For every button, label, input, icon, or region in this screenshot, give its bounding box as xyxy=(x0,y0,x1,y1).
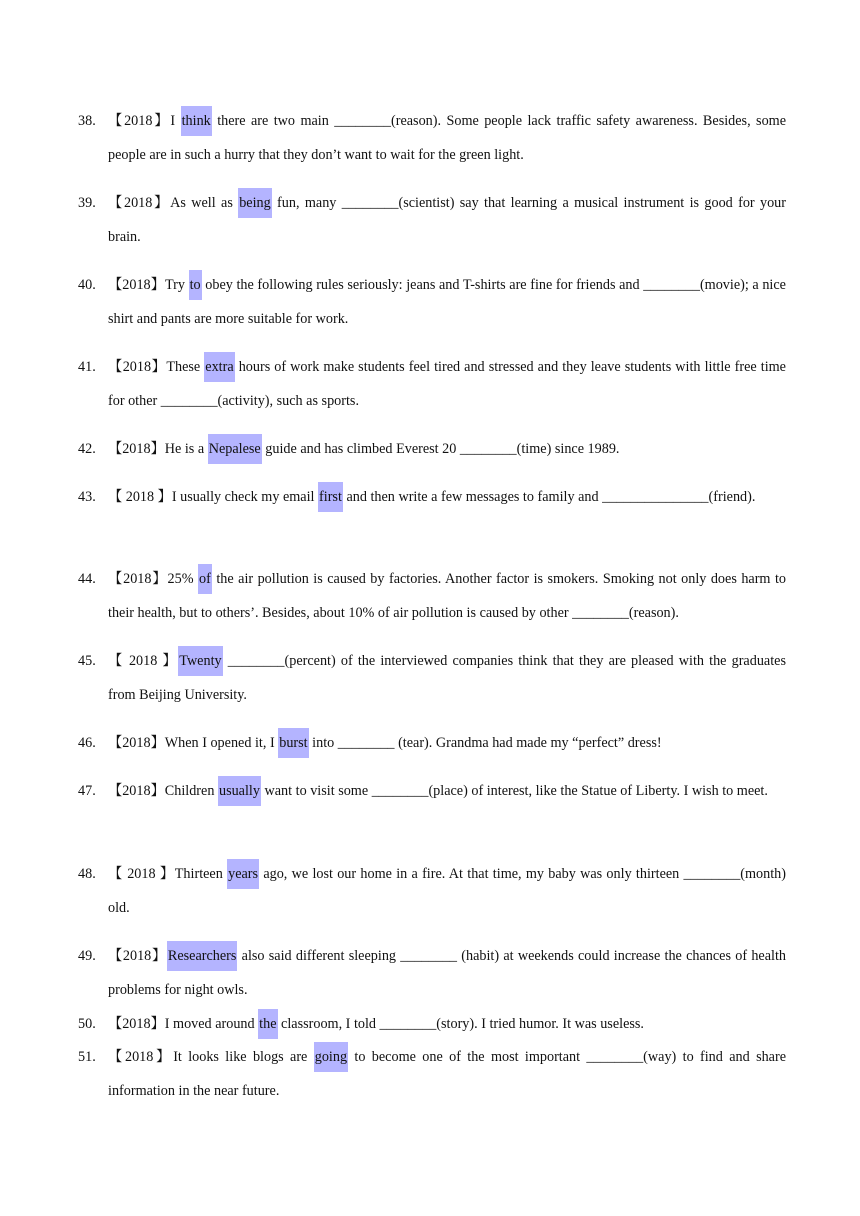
question-number: 41. xyxy=(78,359,96,375)
question-39 xyxy=(78,186,786,254)
question-text xyxy=(108,857,786,925)
highlighted-word: the xyxy=(258,1009,277,1039)
question-number: 48. xyxy=(78,866,96,882)
question-45 xyxy=(78,644,786,712)
question-text xyxy=(108,644,786,712)
highlighted-word: Researchers xyxy=(167,941,238,971)
year-tag: 【2018】 xyxy=(108,277,165,293)
question-number: 45. xyxy=(78,653,96,669)
question-number: 40. xyxy=(78,277,96,293)
text-before: Thirteen xyxy=(174,866,228,882)
text-before: When I opened it, I xyxy=(164,735,279,751)
highlighted-word: burst xyxy=(278,728,308,758)
year-tag: 【2018】 xyxy=(108,783,165,799)
text-after: to become one of the most important ________(way) to find and share information in the near future. xyxy=(108,1049,786,1099)
question-text xyxy=(108,432,786,466)
text-before: It looks like blogs are xyxy=(173,1049,314,1065)
text-after: obey the following rules seriously: jeans and T-shirts are fine for friends and ________(movie); a nice shirt and pants are more suitable for work. xyxy=(108,277,786,327)
year-tag: 【2018】 xyxy=(108,735,165,751)
text-after: guide and has climbed Everest 20 ________(time) since 1989. xyxy=(261,441,620,457)
text-after: into ________ (tear). Grandma had made my “perfect” dress! xyxy=(308,735,662,751)
highlighted-word: going xyxy=(314,1042,348,1072)
question-49 xyxy=(78,939,786,1007)
question-47 xyxy=(78,774,786,808)
text-before: As well as xyxy=(170,195,239,211)
question-number: 39. xyxy=(78,195,96,211)
question-text xyxy=(108,1040,786,1108)
question-number: 49. xyxy=(78,948,96,964)
year-tag: 【 2018 】 xyxy=(108,653,179,669)
question-46 xyxy=(78,726,786,760)
highlighted-word: being xyxy=(238,188,272,218)
question-number: 38. xyxy=(78,113,96,129)
text-after: classroom, I told ________(story). I tried humor. It was useless. xyxy=(277,1016,644,1032)
highlighted-word: Twenty xyxy=(178,646,222,676)
question-40 xyxy=(78,268,786,336)
text-after: also said different sleeping ________ (habit) at weekends could increase the chances of health problems for night owls. xyxy=(108,948,786,998)
highlighted-word: first xyxy=(318,482,343,512)
question-48 xyxy=(78,857,786,925)
text-after: hours of work make students feel tired and stressed and they leave students with little free time for other ________(activity), such as sports. xyxy=(108,359,786,409)
highlighted-word: Nepalese xyxy=(208,434,262,464)
highlighted-word: to xyxy=(189,270,202,300)
year-tag: 【2018】 xyxy=(108,1049,174,1065)
text-after: and then write a few messages to family and _______________(friend). xyxy=(342,489,756,505)
highlighted-word: years xyxy=(227,859,259,889)
question-50 xyxy=(78,1007,786,1041)
question-number: 46. xyxy=(78,735,96,751)
question-number: 44. xyxy=(78,571,96,587)
text-before: I moved around xyxy=(164,1016,259,1032)
question-text xyxy=(108,1007,786,1041)
question-text xyxy=(108,104,786,172)
highlighted-word: extra xyxy=(204,352,234,382)
text-before: Children xyxy=(164,783,218,799)
question-text xyxy=(108,562,786,630)
question-text xyxy=(108,939,786,1007)
text-after: there are two main ________(reason). Some people lack traffic safety awareness. Besides, some people are in such a hurry that they don’t want to wait for the green light. xyxy=(108,113,786,163)
highlighted-word: of xyxy=(198,564,212,594)
question-43 xyxy=(78,480,786,514)
text-before: 25% xyxy=(167,571,199,587)
question-42 xyxy=(78,432,786,466)
question-number: 47. xyxy=(78,783,96,799)
question-text xyxy=(108,774,786,808)
text-before: He is a xyxy=(164,441,208,457)
text-before: I usually check my email xyxy=(171,489,319,505)
question-51 xyxy=(78,1040,786,1108)
question-41 xyxy=(78,350,786,418)
text-after: the air pollution is caused by factories. Another factor is smokers. Smoking not only does harm to their health, but to others’. Besides, about 10% of air pollution is caused by other ________(reason). xyxy=(108,571,786,621)
text-before: Try xyxy=(164,277,189,293)
highlighted-word: think xyxy=(181,106,212,136)
text-before: These xyxy=(166,359,205,375)
text-after: ________(percent) of the interviewed companies think that they are pleased with the graduates from Beijing University. xyxy=(108,653,786,703)
year-tag: 【 2018 】 xyxy=(108,489,172,505)
year-tag: 【2018】 xyxy=(108,113,171,129)
question-number: 42. xyxy=(78,441,96,457)
question-44 xyxy=(78,562,786,630)
text-after: ago, we lost our home in a fire. At that time, my baby was only thirteen ________(month) old. xyxy=(108,866,786,916)
year-tag: 【 2018 】 xyxy=(108,866,175,882)
question-38 xyxy=(78,104,786,172)
question-text xyxy=(108,186,786,254)
question-text xyxy=(108,350,786,418)
question-number: 43. xyxy=(78,489,96,505)
year-tag: 【2018】 xyxy=(108,441,165,457)
question-text xyxy=(108,480,786,514)
text-before: I xyxy=(170,113,181,129)
year-tag: 【2018】 xyxy=(108,195,171,211)
question-text xyxy=(108,726,786,760)
question-number: 50. xyxy=(78,1016,96,1032)
question-text xyxy=(108,268,786,336)
year-tag: 【2018】 xyxy=(108,571,168,587)
year-tag: 【2018】 xyxy=(108,359,167,375)
text-after: want to visit some ________(place) of interest, like the Statue of Liberty. I wish to meet. xyxy=(260,783,768,799)
year-tag: 【2018】 xyxy=(108,948,167,964)
question-number: 51. xyxy=(78,1049,96,1065)
highlighted-word: usually xyxy=(218,776,261,806)
year-tag: 【2018】 xyxy=(108,1016,165,1032)
text-after: fun, many ________(scientist) say that learning a musical instrument is good for your brain. xyxy=(108,195,786,245)
